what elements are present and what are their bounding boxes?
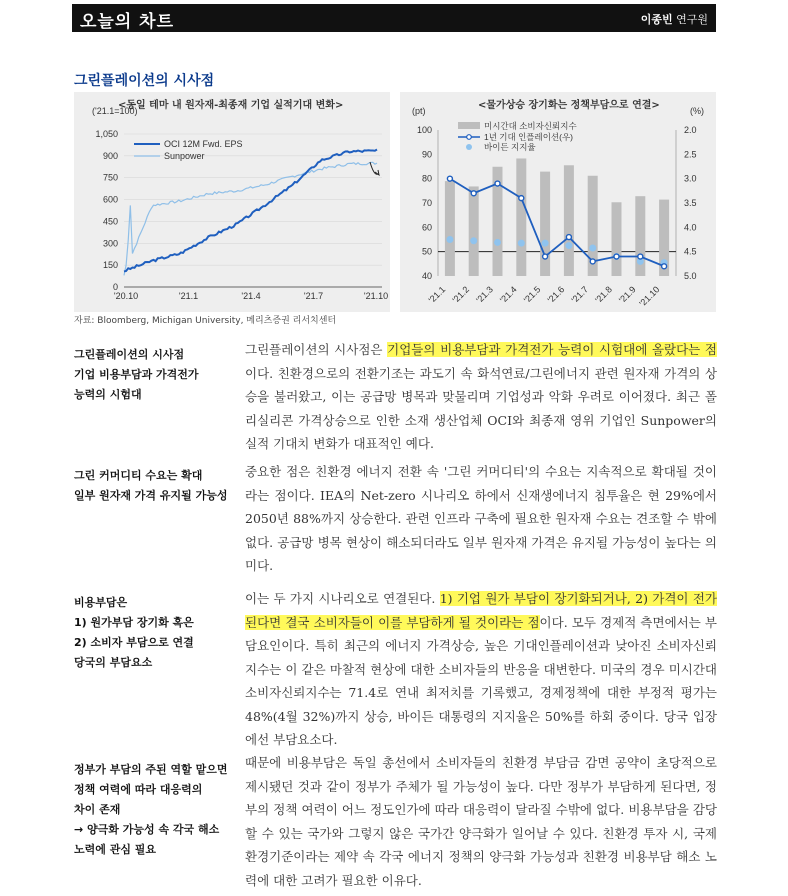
side-heading-line: 일부 원자재 가격 유지될 가능성 <box>74 489 228 502</box>
left-x-tick-label: '21.10 <box>363 291 389 301</box>
right-left-tick-label: 40 <box>421 271 432 281</box>
left-legend-label: OCI 12M Fwd. EPS <box>164 139 243 149</box>
side-heading-line: 1) 원가부담 장기화 혹은 <box>74 616 194 629</box>
left-y-tick-label: 750 <box>102 172 118 183</box>
consumer-sentiment-bar <box>445 181 455 276</box>
left-chart <box>74 92 390 312</box>
body-paragraph <box>245 338 717 456</box>
consumer-sentiment-bar <box>516 158 526 276</box>
consumer-sentiment-bar <box>540 172 550 276</box>
inflation-expectation-marker <box>519 196 524 201</box>
side-heading-line: 2) 소비자 부담으로 연결 <box>74 636 194 649</box>
right-x-tick-label: '21.1 <box>426 284 448 306</box>
side-heading-line: 능력의 시험대 <box>74 388 142 401</box>
right-left-tick-label: 100 <box>416 125 432 135</box>
left-x-tick-label: '21.4 <box>241 291 261 301</box>
right-chart <box>400 92 716 312</box>
side-heading-line: 그린플레이션의 시사점 <box>74 348 185 361</box>
left-chart-unit: ('21.1=100) <box>92 106 138 116</box>
page-header <box>72 4 716 32</box>
left-legend-label: Sunpower <box>164 151 205 161</box>
author <box>641 11 708 27</box>
right-x-tick-label: '21.7 <box>569 284 591 306</box>
left-chart-panel <box>74 92 390 312</box>
right-legend-marker <box>467 135 472 140</box>
left-y-tick-label: 1,050 <box>95 129 118 139</box>
inflation-expectation-marker <box>614 254 619 259</box>
inflation-expectation-marker <box>447 176 452 181</box>
paragraph-text: 그린플레이션의 시사점은 <box>245 342 388 357</box>
chart-source: 자료: Bloomberg, Michigan University, 메리츠증권 리서치센터 <box>74 316 337 326</box>
right-chart-right-unit: (%) <box>690 106 704 116</box>
inflation-expectation-marker <box>662 264 667 269</box>
left-x-tick-label: '21.1 <box>178 291 199 301</box>
inflation-expectation-marker <box>566 235 571 240</box>
right-x-tick-label: '21.6 <box>545 284 567 306</box>
right-legend-label: 미시간대 소비자신뢰지수 <box>484 121 577 131</box>
side-heading-line: 정부가 부담의 주된 역할 맡으면 <box>74 763 228 776</box>
right-left-tick-label: 90 <box>421 149 432 160</box>
side-heading-line: 차이 존재 <box>74 803 121 816</box>
right-right-tick-label: 4.5 <box>684 246 697 257</box>
side-heading <box>74 345 234 405</box>
body-paragraph <box>245 751 717 892</box>
right-left-tick-label: 50 <box>421 246 432 257</box>
biden-approval-dot <box>518 240 525 247</box>
paragraph-text: 중요한 점은 친환경 에너지 전환 속 '그린 커머디티'의 수요는 지속적으로 확대될 것이라는 점이다. IEA의 Net-zero 시나리오 하에서 신재생에너지 침투율은 현 29%에서 2050년 88%까지 상승한다. 관련 인프라 구축에 필요한 원자재 수요는 견조할 수 밖에 없다. 공급망 병목 현상이 해소되더라도 일부 원자재 가격은 유지될 가능성이 높다는 의미다. <box>245 464 717 573</box>
side-heading-line: 당국의 부담요소 <box>74 656 153 669</box>
inflation-expectation-marker <box>590 259 595 264</box>
right-left-tick-label: 60 <box>421 222 432 233</box>
author-name: 이종빈 <box>640 13 673 26</box>
left-x-tick-label: '20.10 <box>113 291 139 301</box>
right-right-tick-label: 5.0 <box>684 271 697 281</box>
left-y-tick-label: 300 <box>102 238 118 249</box>
biden-approval-dot <box>470 237 477 244</box>
right-chart-panel <box>400 92 716 312</box>
body-paragraph <box>245 587 717 752</box>
right-legend-label: 바이든 지지율 <box>484 142 536 152</box>
left-chart-title: <동일 테마 내 원자재-최종재 기업 실적기대 변화> <box>118 100 344 111</box>
left-y-tick-label: 450 <box>102 216 118 227</box>
consumer-sentiment-bar <box>612 202 622 276</box>
body-paragraph <box>245 460 717 578</box>
side-heading <box>74 760 234 860</box>
biden-approval-dot <box>494 239 501 246</box>
biden-approval-dot <box>446 236 453 243</box>
right-x-tick-label: '21.3 <box>474 284 495 306</box>
paragraph-text: 이다. 친환경으로의 전환기조는 과도기 속 화석연료/그린에너지 관련 원자재 가격의 상승을 불러왔고, 이는 공급망 병목과 맞물리며 기업성과 악화 우려로 이어졌다. 최근 폴리실리콘 가격상승으로 인한 소재 생산업체 OCI와 최종재 영위 기업인 Sunpower의 실적 기대치 변화가 대표적인 예다. <box>245 365 717 451</box>
consumer-sentiment-bar <box>564 165 574 276</box>
author-role: 연구원 <box>676 13 708 26</box>
right-legend-label: 1년 기대 인플레이션(우) <box>484 132 574 142</box>
paragraph-text: 이는 두 가지 시나리오로 연결된다. <box>245 591 440 606</box>
inflation-expectation-marker <box>495 181 500 186</box>
biden-approval-dot <box>542 240 549 247</box>
inflation-expectation-marker <box>543 254 548 259</box>
paragraph-text: 이다. 모두 경제적 측면에서는 부담요인이다. 특히 최근의 에너지 가격상승, 높은 기대인플레이션과 낮아진 소비자신뢰지수는 이 같은 마찰적 현상에 대한 소비자들의 반응을 대변한다. 미국의 경우 미시간대 소비자신뢰지수는 71.4로 연내 최저치를 기록했고, 경제정책에 대한 부정적 평가는 48%(4월 32%)까지 상승, 바이든 대통령의 지지율은 50%를 하회 중이다. 당국 입장에선 부담요소다. <box>245 614 718 747</box>
inflation-expectation-line <box>450 179 664 267</box>
right-left-tick-label: 80 <box>421 173 432 184</box>
left-y-tick-label: 900 <box>102 150 118 161</box>
biden-approval-dot <box>589 245 596 252</box>
right-x-tick-label: '21.5 <box>521 284 543 306</box>
right-x-tick-label: '21.2 <box>450 284 472 306</box>
header-title: 오늘의 차트 <box>80 12 175 32</box>
right-right-tick-label: 4.0 <box>684 222 697 233</box>
paragraph-text: 때문에 비용부담은 독일 총선에서 소비자들의 친환경 부담금 감면 공약이 초당적으로 제시됐던 것과 같이 정부가 주체가 될 가능성이 높다. 다만 정부가 부담하게 된다면, 정부의 정책 여력이 어느 정도인가에 따라 대응력이 달라질 수밖에 없다. 비용부담을 감당할 수 있는 국가와 그렇지 않은 국가간 양극화가 일어날 수 있다. 친환경 투자 시, 국제환경기준이라는 제약 속 각국 에너지 정책의 양극화 가능성과 친환경 비용부담 해소 노력에 대한 고려가 필요한 이유다. <box>245 755 717 888</box>
right-chart-title: <물가상승 장기화는 정책부담으로 연결> <box>478 100 660 111</box>
right-x-tick-label: '21.4 <box>498 284 519 306</box>
left-y-tick-label: 600 <box>102 194 118 205</box>
consumer-sentiment-bar <box>469 186 479 276</box>
side-heading <box>74 466 234 506</box>
left-y-tick-label: 0 <box>112 282 118 292</box>
highlighted-text: 1) 기업 원가 부담이 장기화되거나, 2) 가격이 전가된다면 결국 소비자들이 이를 부담하게 될 것이라는 점 <box>245 591 717 630</box>
oci-line <box>124 150 377 272</box>
highlighted-text: 기업들의 비용부담과 가격전가 능력이 시험대에 올랐다는 점 <box>387 342 717 357</box>
inflation-expectation-marker <box>471 191 476 196</box>
left-y-tick-label: 150 <box>102 260 118 271</box>
inflation-expectation-marker <box>638 254 643 259</box>
right-x-tick-label: '21.9 <box>617 284 638 306</box>
right-left-tick-label: 70 <box>421 198 432 208</box>
side-heading-line: 노력에 관심 필요 <box>74 843 157 856</box>
side-heading-line: 정책 여력에 따라 대응력의 <box>74 783 203 796</box>
left-x-tick-label: '21.7 <box>303 291 324 301</box>
right-right-tick-label: 2.5 <box>684 149 697 160</box>
right-right-tick-label: 3.5 <box>684 198 697 208</box>
right-x-tick-label: '21.8 <box>593 284 614 306</box>
right-chart-left-unit: (pt) <box>412 106 426 116</box>
right-x-tick-label: '21.10 <box>637 284 662 309</box>
side-heading-line: 비용부담은 <box>74 596 128 609</box>
right-right-tick-label: 2.0 <box>684 125 697 135</box>
right-legend-dot <box>466 144 472 150</box>
side-heading-line: → 양극화 가능성 속 각국 해소 <box>74 823 220 836</box>
side-heading-line: 그린 커머디티 수요는 확대 <box>74 469 203 482</box>
section-title: 그린플레이션의 시사점 <box>74 73 215 89</box>
side-heading <box>74 593 234 673</box>
right-right-tick-label: 3.0 <box>684 173 697 184</box>
side-heading-line: 기업 비용부담과 가격전가 <box>74 368 199 381</box>
right-legend-swatch <box>458 122 480 129</box>
biden-approval-dot <box>565 242 572 249</box>
